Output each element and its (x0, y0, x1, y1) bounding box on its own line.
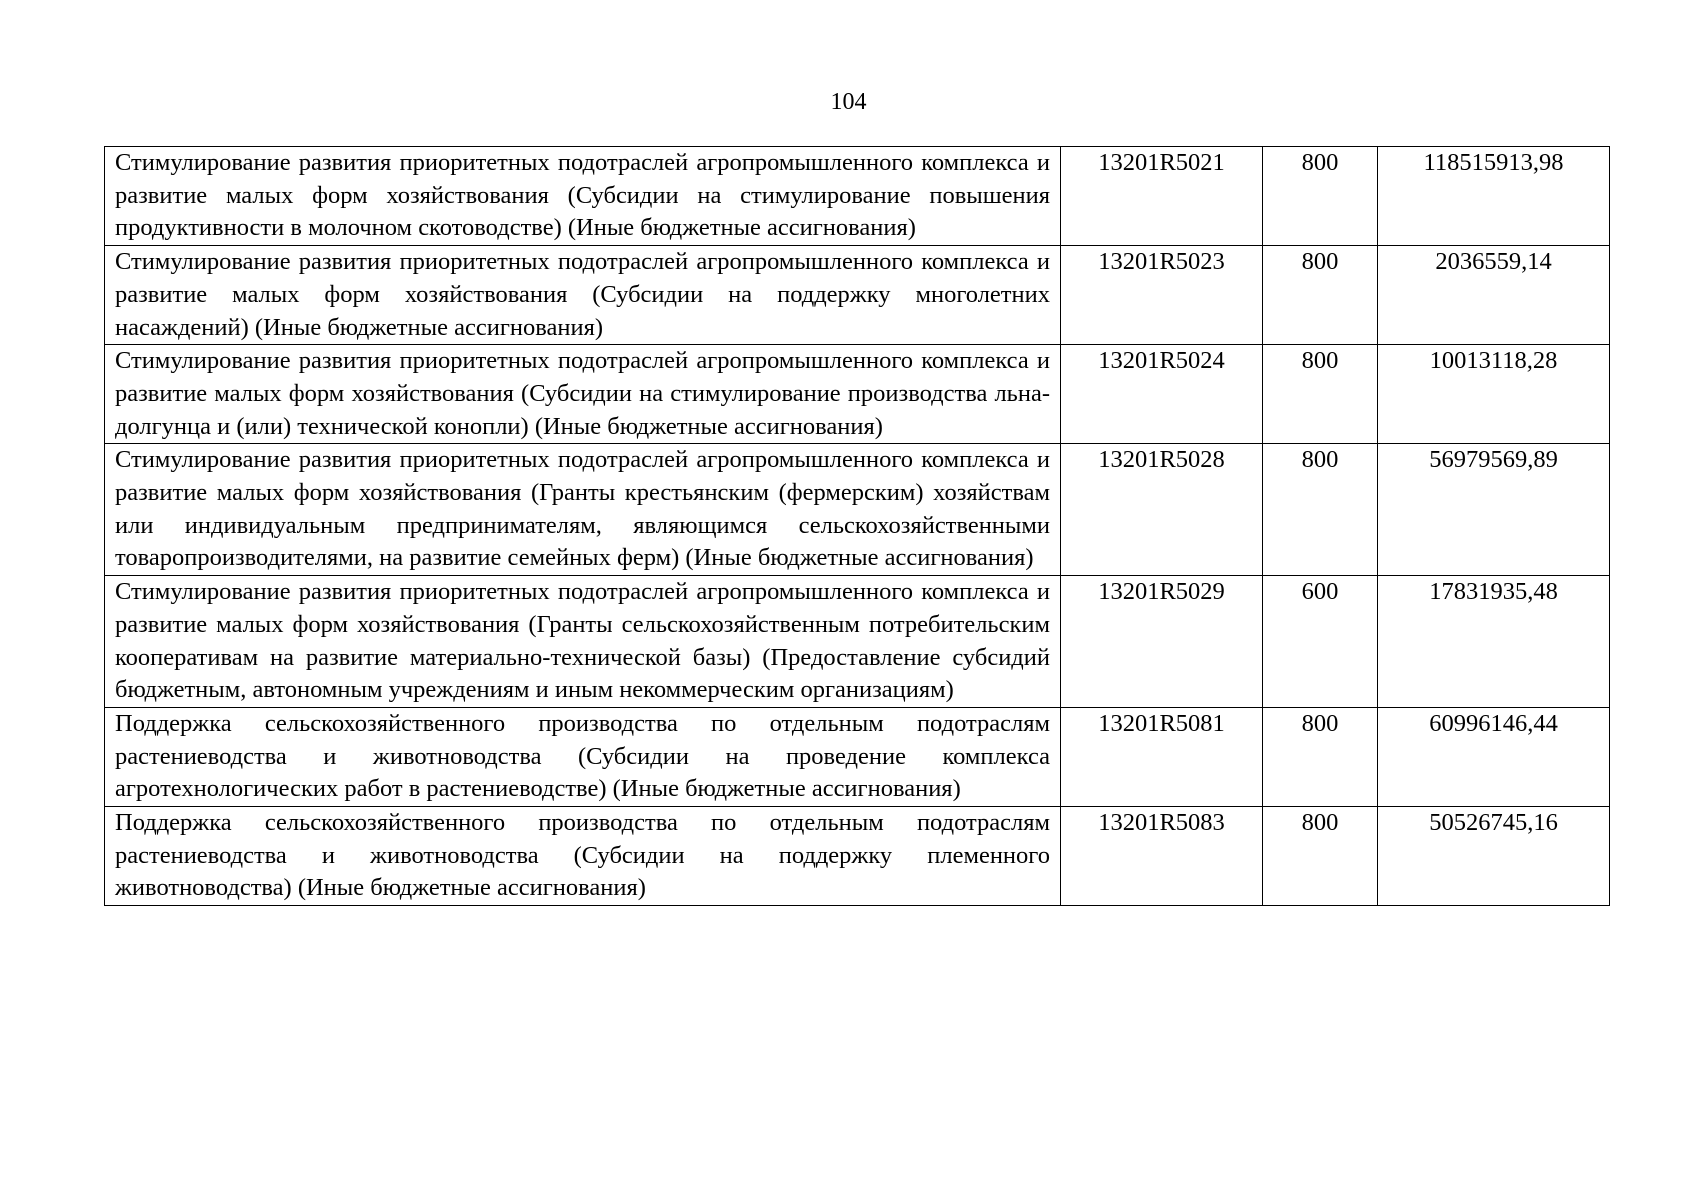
row-description: Стимулирование развития приоритетных подотраслей агропромышленного комплекса и развитие малых форм хозяйствования (Гранты сельскохозяйственным потребительским кооперативам на развитие материально-технической базы) (Предоставление субсидий бюджетным, автономным учреждениям и иным некоммерческим организациям) (105, 576, 1061, 708)
row-description: Поддержка сельскохозяйственного производства по отдельным подотраслям растениеводства и животноводства (Субсидии на проведение комплекса агротехнологических работ в растениеводстве) (Иные бюджетные ассигнования) (105, 707, 1061, 806)
row-target-code: 13201R5023 (1061, 246, 1263, 345)
row-target-code: 13201R5083 (1061, 807, 1263, 906)
row-expense-type: 800 (1263, 345, 1378, 444)
row-expense-type: 800 (1263, 444, 1378, 576)
row-description: Стимулирование развития приоритетных подотраслей агропромышленного комплекса и развитие малых форм хозяйствования (Субсидии на стимулирование производства льна-долгунца и (или) технической конопли) (Иные бюджетные ассигнования) (105, 345, 1061, 444)
row-expense-type: 800 (1263, 147, 1378, 246)
row-target-code: 13201R5028 (1061, 444, 1263, 576)
row-amount: 2036559,14 (1378, 246, 1610, 345)
table-row (105, 807, 1610, 906)
row-amount: 10013118,28 (1378, 345, 1610, 444)
row-description: Стимулирование развития приоритетных подотраслей агропромышленного комплекса и развитие малых форм хозяйствования (Субсидии на поддержку многолетних насаждений) (Иные бюджетные ассигнования) (105, 246, 1061, 345)
row-amount: 50526745,16 (1378, 807, 1610, 906)
row-expense-type: 800 (1263, 246, 1378, 345)
row-expense-type: 600 (1263, 576, 1378, 708)
row-description: Стимулирование развития приоритетных подотраслей агропромышленного комплекса и развитие малых форм хозяйствования (Субсидии на стимулирование повышения продуктивности в молочном скотоводстве) (Иные бюджетные ассигнования) (105, 147, 1061, 246)
table-row (105, 444, 1610, 576)
row-target-code: 13201R5081 (1061, 707, 1263, 806)
row-expense-type: 800 (1263, 707, 1378, 806)
budget-table (104, 146, 1610, 906)
row-amount: 17831935,48 (1378, 576, 1610, 708)
table-row (105, 147, 1610, 246)
table-row (105, 246, 1610, 345)
row-target-code: 13201R5024 (1061, 345, 1263, 444)
row-target-code: 13201R5029 (1061, 576, 1263, 708)
page-number: 104 (830, 89, 867, 115)
table-row (105, 576, 1610, 708)
table-row (105, 707, 1610, 806)
row-description: Поддержка сельскохозяйственного производства по отдельным подотраслям растениеводства и животноводства (Субсидии на поддержку племенного животноводства) (Иные бюджетные ассигнования) (105, 807, 1061, 906)
row-amount: 60996146,44 (1378, 707, 1610, 806)
row-target-code: 13201R5021 (1061, 147, 1263, 246)
row-description: Стимулирование развития приоритетных подотраслей агропромышленного комплекса и развитие малых форм хозяйствования (Гранты крестьянским (фермерским) хозяйствам или индивидуальным предпринимателям, являющимся сельскохозяйственными товаропроизводителями, на развитие семейных ферм) (Иные бюджетные ассигнования) (105, 444, 1061, 576)
table-row (105, 345, 1610, 444)
row-amount: 118515913,98 (1378, 147, 1610, 246)
row-amount: 56979569,89 (1378, 444, 1610, 576)
row-expense-type: 800 (1263, 807, 1378, 906)
